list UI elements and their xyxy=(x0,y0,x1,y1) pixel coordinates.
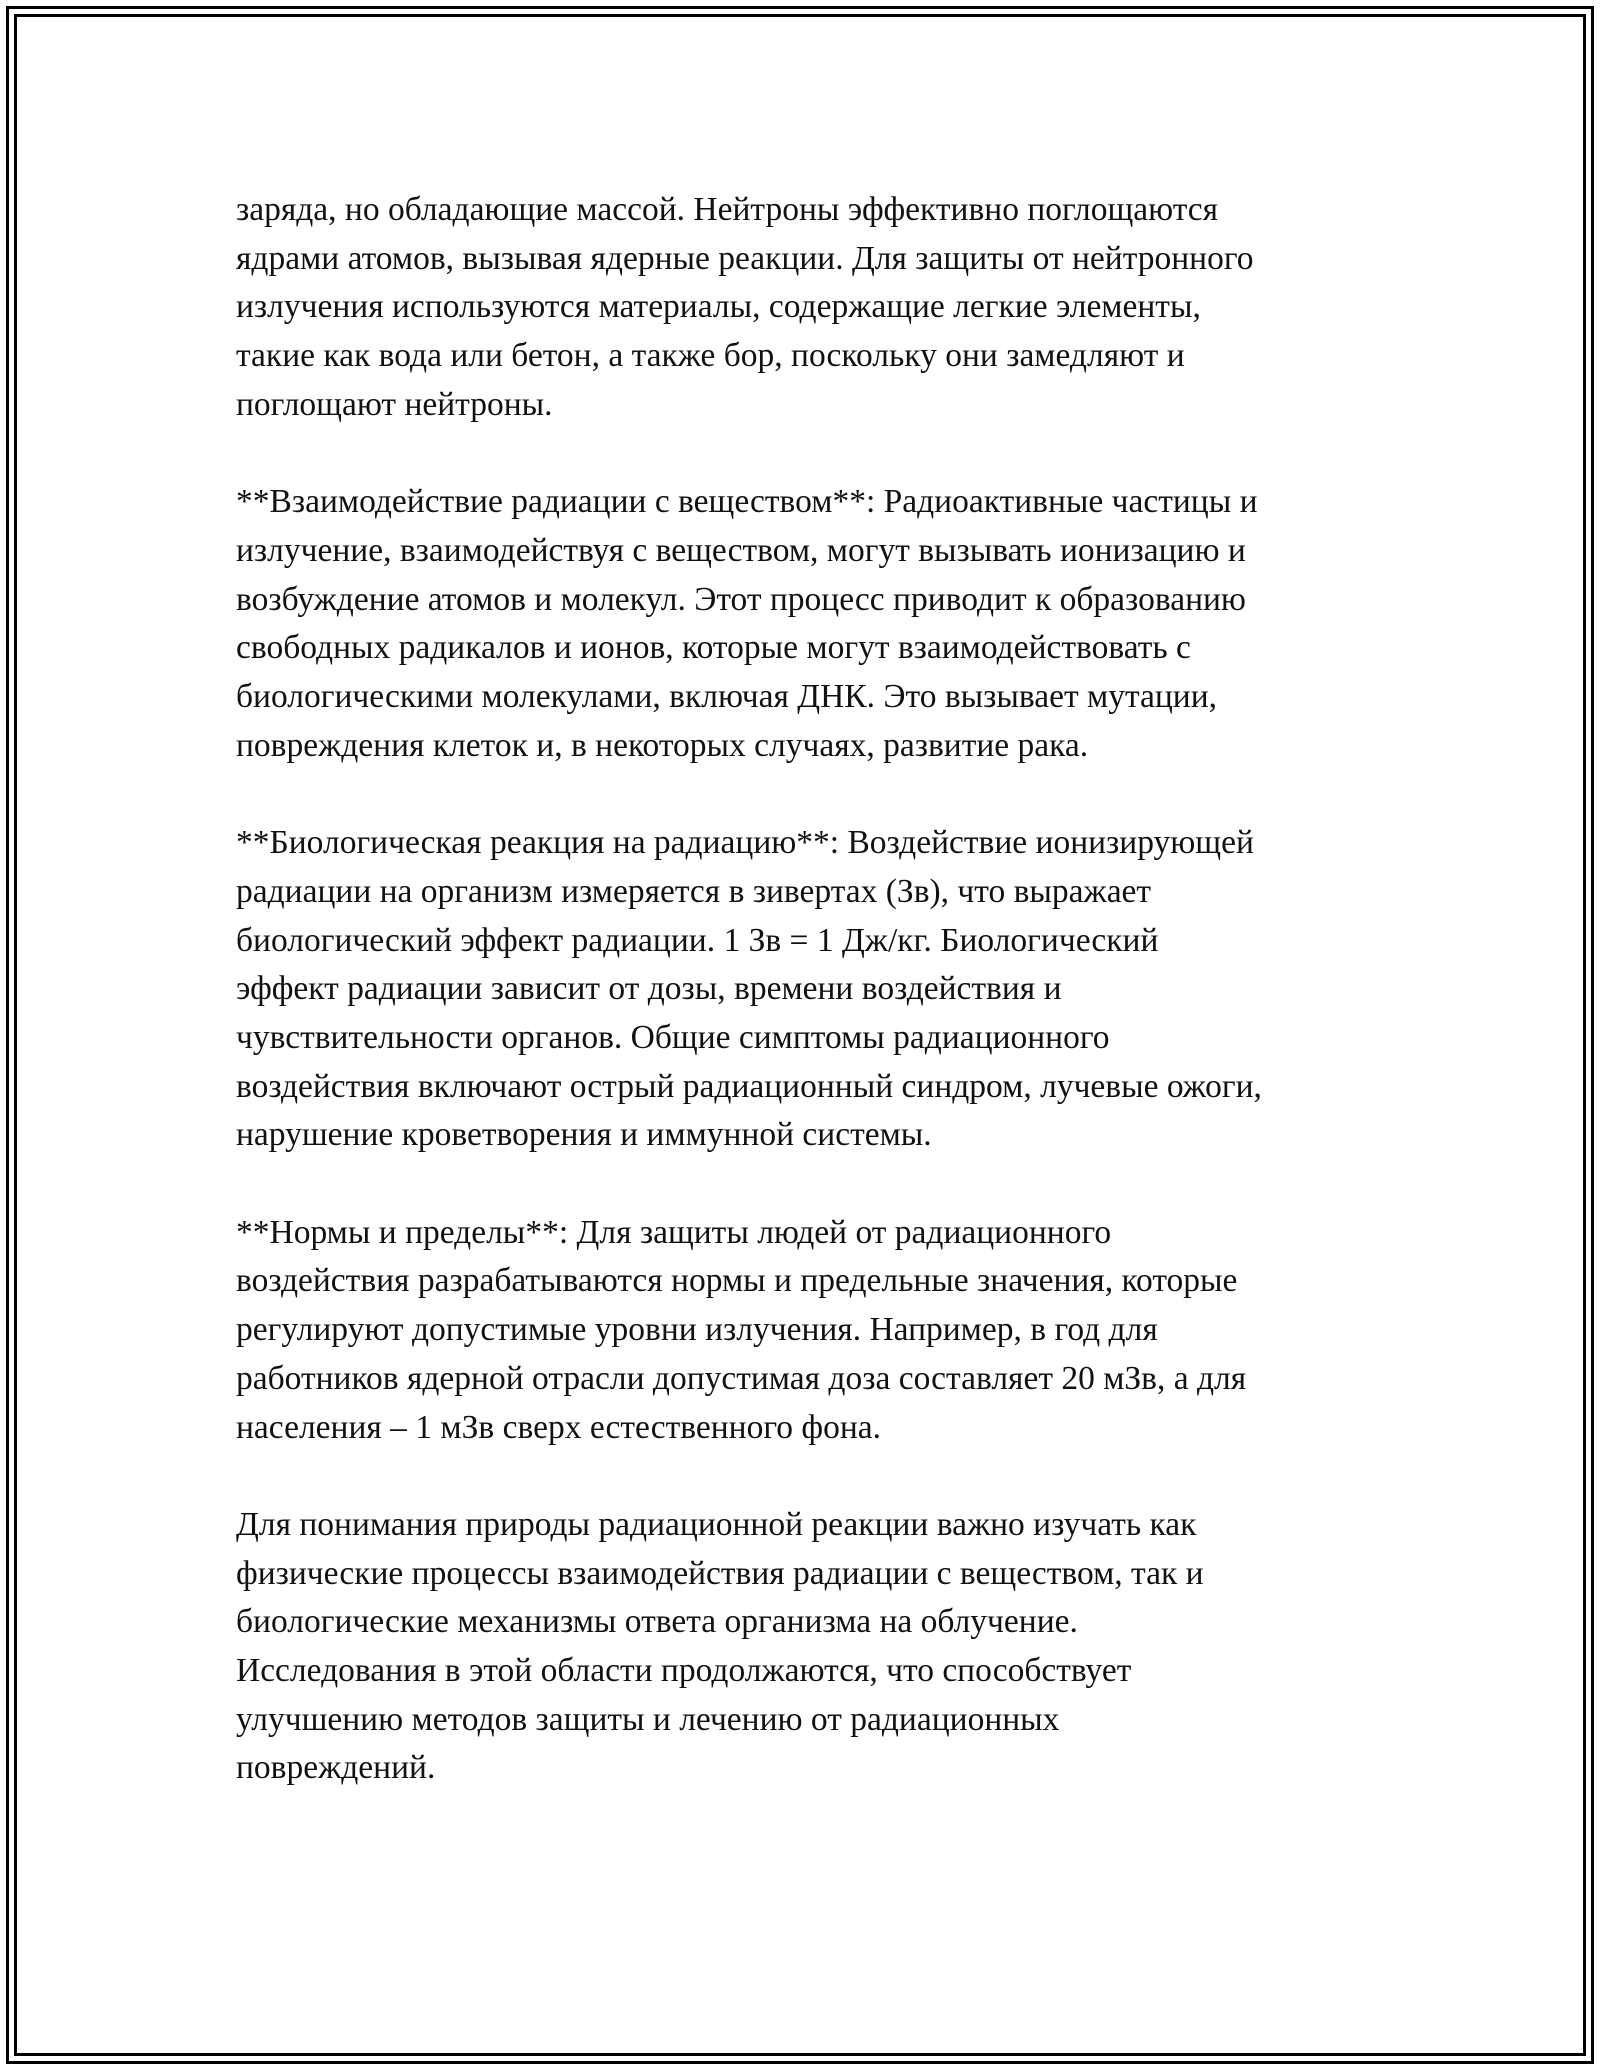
text-line: поглощают нейтроны. xyxy=(236,385,553,423)
text-line: **Нормы и пределы**: Для защиты людей от радиационного xyxy=(236,1213,1112,1251)
text-line: Для понимания природы радиационной реакции важно изучать как xyxy=(236,1505,1197,1543)
text-line: улучшению методов защиты и лечению от радиационных xyxy=(236,1700,1060,1738)
text-line: такие как вода или бетон, а также бор, поскольку они замедляют и xyxy=(236,337,1185,375)
text-line: возбуждение атомов и молекул. Этот процесс приводит к образованию xyxy=(236,580,1246,618)
document-body xyxy=(236,186,1386,1793)
text-line: ядрами атомов, вызывая ядерные реакции. Для защиты от нейтронного xyxy=(236,239,1254,277)
text-line: **Взаимодействие радиации с веществом**: Радиоактивные частицы и xyxy=(236,483,1258,521)
text-line: биологическими молекулами, включая ДНК. Это вызывает мутации, xyxy=(236,678,1218,716)
text-line: радиации на организм измеряется в зивертах (Зв), что выражает xyxy=(236,872,1152,910)
text-line: чувствительности органов. Общие симптомы радиационного xyxy=(236,1018,1110,1056)
text-line: **Биологическая реакция на радиацию**: Воздействие ионизирующей xyxy=(236,824,1254,862)
text-line: излучения используются материалы, содержащие легкие элементы, xyxy=(236,288,1201,326)
paragraph-norms-and-limits xyxy=(236,1209,1386,1453)
text-line: нарушение кроветворения и иммунной системы. xyxy=(236,1116,932,1154)
text-line: биологические механизмы ответа организма на облучение. xyxy=(236,1603,1078,1641)
text-line: воздействия разрабатываются нормы и предельные значения, которые xyxy=(236,1262,1238,1300)
text-line: повреждений. xyxy=(236,1749,436,1787)
paragraph-conclusion xyxy=(236,1501,1386,1793)
paragraph-biological-reaction xyxy=(236,819,1386,1160)
text-line: работников ядерной отрасли допустимая доза составляет 20 мЗв, а для xyxy=(236,1359,1247,1397)
text-line: воздействия включают острый радиационный синдром, лучевые ожоги, xyxy=(236,1067,1262,1105)
text-line: повреждения клеток и, в некоторых случаях, развитие рака. xyxy=(236,726,1089,764)
text-line: регулируют допустимые уровни излучения. Например, в год для xyxy=(236,1311,1158,1349)
paragraph-radiation-matter-interaction xyxy=(236,478,1386,770)
text-line: населения – 1 мЗв сверх естественного фона. xyxy=(236,1408,882,1446)
text-line: заряда, но обладающие массой. Нейтроны эффективно поглощаются xyxy=(236,191,1219,228)
text-line: физические процессы взаимодействия радиации с веществом, так и xyxy=(236,1554,1204,1592)
text-line: биологический эффект радиации. 1 Зв = 1 Дж/кг. Биологический xyxy=(236,921,1159,959)
text-line: излучение, взаимодействуя с веществом, могут вызывать ионизацию и xyxy=(236,531,1246,569)
paragraph-neutron-shielding xyxy=(236,186,1386,430)
text-line: эффект радиации зависит от дозы, времени воздействия и xyxy=(236,970,1062,1008)
text-line: Исследования в этой области продолжаются, что способствует xyxy=(236,1652,1132,1690)
text-line: свободных радикалов и ионов, которые могут взаимодействовать с xyxy=(236,629,1191,667)
